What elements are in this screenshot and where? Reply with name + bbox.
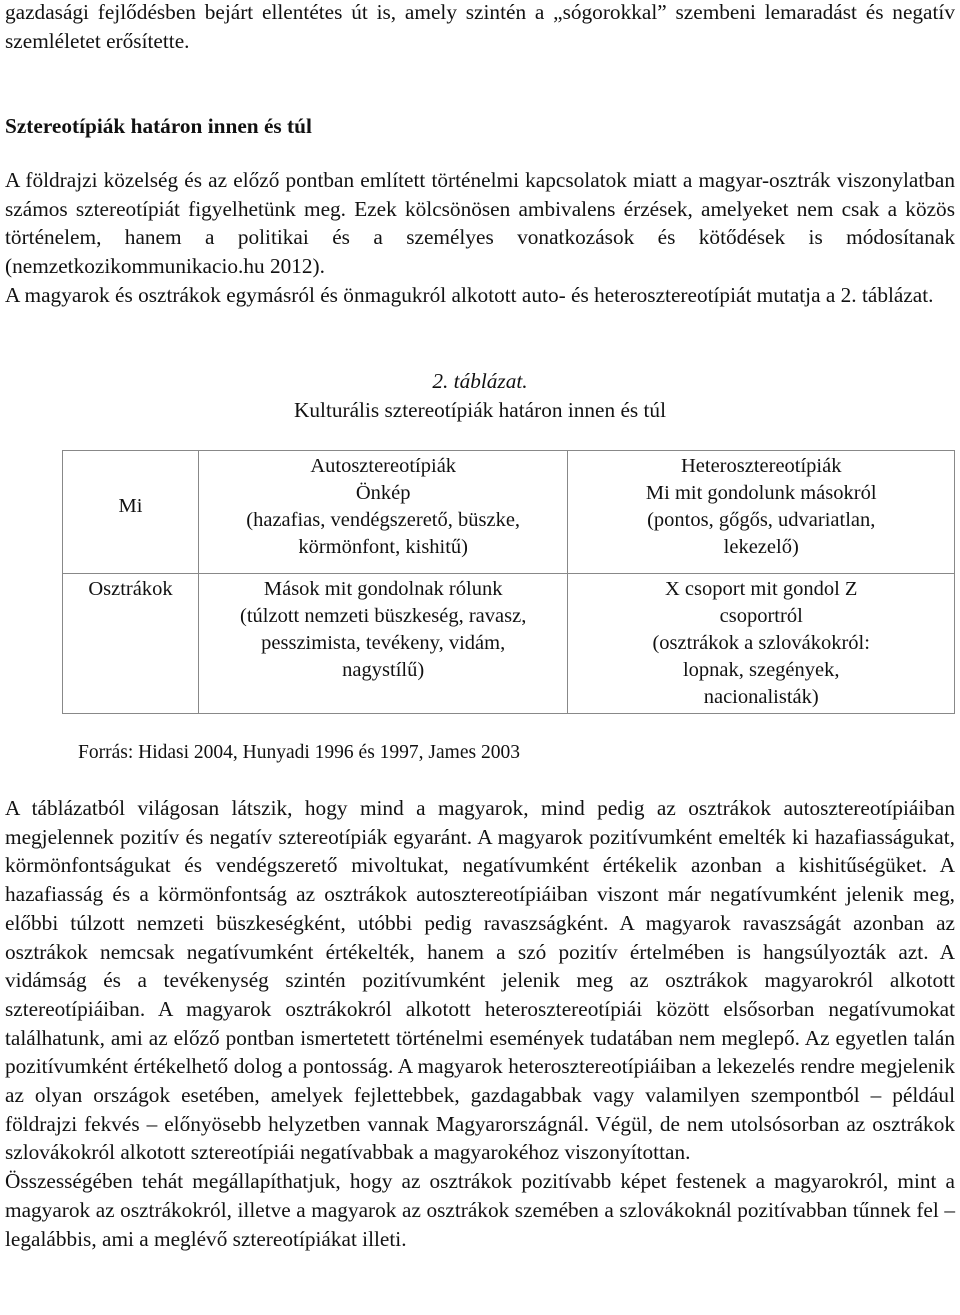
- cell-mi-hetero: [568, 451, 955, 574]
- cell-line: lopnak, szegények,: [682, 659, 840, 681]
- cell-line: Mások mit gondolnak rólunk: [263, 578, 503, 600]
- cell-line: pesszimista, tevékeny, vidám,: [261, 632, 506, 654]
- intro-paragraph: gazdasági fejlődésben bejárt ellentétes út is, amely szintén a „sógorokkal” szembeni lemaradást és negatív szemléletet erősítette.: [5, 0, 955, 53]
- row-label-osztrakok: Osztrákok: [63, 574, 199, 714]
- cell-line: körmönfont, kishitű): [298, 536, 469, 558]
- table-number: 2. táblázat.: [432, 369, 528, 393]
- paragraph-3: A táblázatból világosan látszik, hogy mind a magyarok, mind pedig az osztrákok autosztereotípiáiban megjelennek pozitív és negatív sztereotípiák egyaránt. A magyarok pozitívumként emelték ki hazafiasságukat, körmönfontságukat és vendégszerető mivoltukat, negatívumként értékelik azonban a kishitűségüket. A hazafiasság és a körmönfontság az osztrákok autosztereotípiáiban viszont már negatívumként jelenik meg, előbbi túlzott nemzeti büszkeségként, utóbbi pedig ravaszságként. A magyarok ravaszságát azonban az osztrákok nemcsak negatívumként értékelték, hanem a szó pozitív értelmében is hangsúlyozták azt. A vidámság és a tevékenység szintén pozitívumként jelenik meg az osztrákok magyarokról alkotott sztereotípiáiban. A magyarok osztrákokról alkotott heterosztereotípiái között elsősorban negatívumokat találhatunk, ami az előző pontban ismertetett történelmi események tudatában nem meglepő. Az egyetlen talán pozitívumként értékelhető dolog a pontosság. A magyarok heterosztereotípiáiban a lekezelés rendre megjelenik az olyan országok esetében, amelyek fejlettebbek, gazdagabbak vagy valamilyen szempontból – például földrajzi fekvés – előnyösebb helyzetben vannak Magyarországnál. Végül, de nem utolsósorban az osztrákok szlovákokról alkotott sztereotípiái negatívabbak a magyarokéhoz viszonyítottan.: [5, 796, 955, 1165]
- section-heading-block: [5, 112, 955, 141]
- cell-line: (osztrákok a szlovákokról:: [652, 632, 870, 654]
- paragraph-4: Összességében tehát megállapíthatjuk, hogy az osztrákok pozitívabb képet festenek a magyarokról, mint a magyarok az osztrákokról, illetve a magyarok az osztrákok szemében a szlovákoknál pozitívabban tűnnek fel – legalábbis, ami a meglévő sztereotípiákat illeti.: [5, 1169, 955, 1251]
- cell-line: X csoport mit gondol Z: [664, 578, 858, 600]
- table-row: [63, 451, 955, 574]
- cell-line: csoportról: [719, 605, 803, 627]
- body-paragraphs-1: [5, 166, 955, 310]
- stereotype-table: [62, 450, 955, 714]
- table-row: [63, 574, 955, 714]
- row-label-mi: Mi: [63, 451, 199, 574]
- cell-line: nagystílű): [342, 659, 425, 681]
- table-source: Forrás: Hidasi 2004, Hunyadi 1996 és 1997, James 2003: [78, 742, 520, 763]
- cell-line: (hazafias, vendégszerető, büszke,: [246, 509, 521, 531]
- cell-line: Mi mit gondolunk másokról: [645, 482, 877, 504]
- paragraph-1: A földrajzi közelség és az előző pontban említett történelmi kapcsolatok miatt a magyar-osztrák viszonylatban számos sztereotípiát figyelhetünk meg. Ezek kölcsönösen ambivalens érzések, amelyeket nem csak a közös történelem, hanem a politikai és a személyes vonatkozások és kötődések is módosítanak (nemzetkozikommunikacio.hu 2012).: [5, 168, 955, 279]
- section-heading: Sztereotípiák határon innen és túl: [5, 114, 312, 138]
- body-paragraphs-2: [5, 794, 955, 1253]
- intro-paragraph-block: [5, 0, 955, 55]
- cell-line: (pontos, gőgős, udvariatlan,: [647, 509, 876, 531]
- cell-osztrakok-hetero: [568, 574, 955, 714]
- cell-line: Önkép: [355, 482, 411, 504]
- cell-line: Autosztereotípiák: [310, 455, 457, 477]
- cell-line: lekezelő): [723, 536, 799, 558]
- table-caption: [0, 367, 960, 424]
- cell-line: (túlzott nemzeti büszkeség, ravasz,: [240, 605, 527, 627]
- cell-line: Heterosztereotípiák: [680, 455, 842, 477]
- table-title: Kulturális sztereotípiák határon innen és túl: [294, 397, 666, 422]
- paragraph-2: A magyarok és osztrákok egymásról és önmagukról alkotott auto- és heterosztereotípiát mutatja a 2. táblázat.: [5, 282, 934, 307]
- cell-line: nacionalisták): [703, 686, 819, 708]
- cell-osztrakok-auto: [198, 574, 568, 714]
- cell-mi-auto: [198, 451, 568, 574]
